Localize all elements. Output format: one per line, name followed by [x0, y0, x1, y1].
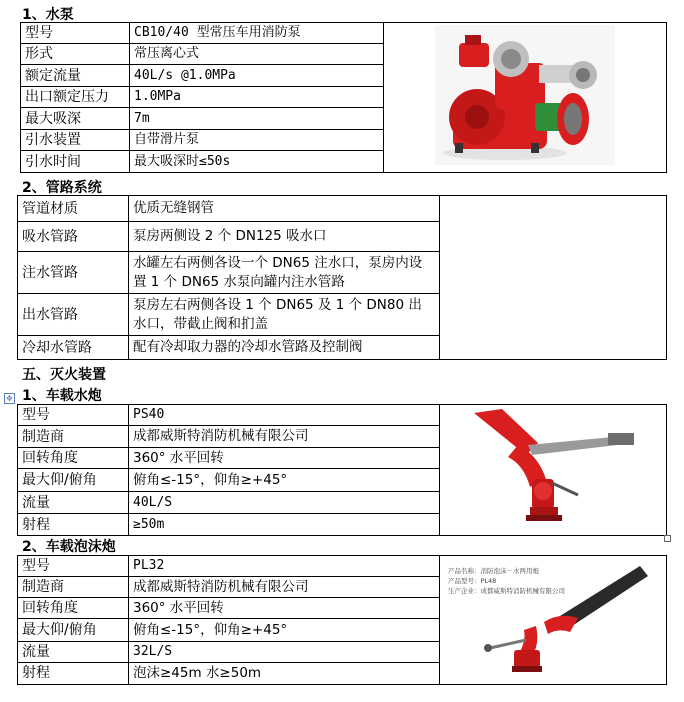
pump-label-flow: 额定流量 [21, 65, 130, 87]
pipe-empty-cell [440, 196, 667, 360]
foam-photo-caption-name: 产品名称：消防泡沫－水两用炮 [448, 567, 539, 575]
pump-value-model: CB10/40 型常压车用消防泵 [130, 23, 384, 44]
cannon-label-angle: 最大仰/俯角 [18, 469, 129, 492]
pump-label-model: 型号 [21, 23, 130, 44]
foam-label-flow: 流量 [18, 641, 129, 662]
cannon-label-range: 射程 [18, 514, 129, 536]
pump-value-priming-time: 最大吸深时≤50s [130, 151, 384, 173]
cannon-photo-cell [440, 405, 667, 536]
cannon-value-flow: 40L/S [129, 491, 440, 514]
pump-heading: 1、水泵 [22, 7, 74, 23]
pipe-label-material: 管道材质 [18, 196, 129, 222]
cannon-value-manufacturer: 成都威斯特消防机械有限公司 [129, 426, 440, 447]
foam-label-rotation: 回转角度 [18, 598, 129, 619]
foam-value-rotation: 360° 水平回转 [129, 598, 440, 619]
pipe-spec-table [17, 195, 667, 360]
foam-value-angle: 俯角≤-15°，仰角≥+45° [129, 619, 440, 641]
pump-label-pressure: 出口额定压力 [21, 87, 130, 108]
pump-label-priming-device: 引水装置 [21, 130, 130, 151]
foam-photo-cell [440, 556, 667, 685]
foam-spec-table [17, 555, 667, 685]
pipe-label-fill-line: 注水管路 [18, 252, 129, 294]
pump-spec-table [20, 22, 667, 173]
foam-label-range: 射程 [18, 662, 129, 684]
pipe-value-outlet-line: 泵房左右两侧各设 1 个 DN65 及 1 个 DN80 出水口，带截止阀和扪盖 [129, 294, 440, 336]
cannon-value-range: ≥50m [129, 514, 440, 536]
pipe-label-outlet-line: 出水管路 [18, 294, 129, 336]
foam-value-manufacturer: 成都威斯特消防机械有限公司 [129, 577, 440, 598]
foam-photo-caption-maker: 生产企业：成都威斯特消防机械有限公司 [448, 587, 565, 595]
pump-photo-cell [384, 23, 667, 173]
pipe-label-cooling-line: 冷却水管路 [18, 336, 129, 360]
pump-value-pressure: 1.0MPa [130, 87, 384, 108]
cannon-label-flow: 流量 [18, 491, 129, 514]
cannon-label-model: 型号 [18, 405, 129, 426]
fire-pump-image [435, 25, 615, 165]
pipe-label-suction-line: 吸水管路 [18, 222, 129, 252]
pipe-value-material: 优质无缝钢管 [129, 196, 440, 222]
pump-label-suction: 最大吸深 [21, 108, 130, 130]
pipe-heading: 2、管路系统 [22, 180, 102, 196]
cannon-label-manufacturer: 制造商 [18, 426, 129, 447]
foam-cannon-image [440, 556, 667, 684]
foam-cannon-heading: 2、车载泡沫炮 [22, 539, 116, 555]
cannon-label-rotation: 回转角度 [18, 447, 129, 468]
foam-value-flow: 32L/S [129, 641, 440, 662]
cannon-heading: 1、车载水炮 [22, 388, 102, 404]
foam-photo-caption-model: 产品型号：PL48 [448, 577, 497, 585]
cannon-spec-table [17, 404, 667, 536]
pipe-value-fill-line: 水罐左右两侧各设一个 DN65 注水口，泵房内设置 1 个 DN65 水泵向罐内注水管路 [129, 252, 440, 294]
table-move-handle-icon[interactable]: ✥ [4, 393, 15, 404]
cannon-value-rotation: 360° 水平回转 [129, 447, 440, 468]
table-resize-handle[interactable] [664, 535, 671, 542]
pump-value-flow: 40L/s @1.0MPa [130, 65, 384, 87]
pump-label-priming-time: 引水时间 [21, 151, 130, 173]
foam-value-range: 泡沫≥45m 水≥50m [129, 662, 440, 684]
pump-value-priming-device: 自带滑片泵 [130, 130, 384, 151]
pump-label-type: 形式 [21, 44, 130, 65]
pipe-value-suction-line: 泵房两侧设 2 个 DN125 吸水口 [129, 222, 440, 252]
pump-value-type: 常压离心式 [130, 44, 384, 65]
water-cannon-image [468, 405, 638, 529]
foam-label-angle: 最大仰/俯角 [18, 619, 129, 641]
cannon-value-angle: 俯角≤-15°，仰角≥+45° [129, 469, 440, 492]
foam-value-model: PL32 [129, 556, 440, 577]
pipe-value-cooling-line: 配有冷却取力器的冷却水管路及控制阀 [129, 336, 440, 360]
cannon-value-model: PS40 [129, 405, 440, 426]
foam-label-manufacturer: 制造商 [18, 577, 129, 598]
pump-value-suction: 7m [130, 108, 384, 130]
foam-label-model: 型号 [18, 556, 129, 577]
fire-equipment-heading: 五、灭火装置 [22, 367, 106, 383]
